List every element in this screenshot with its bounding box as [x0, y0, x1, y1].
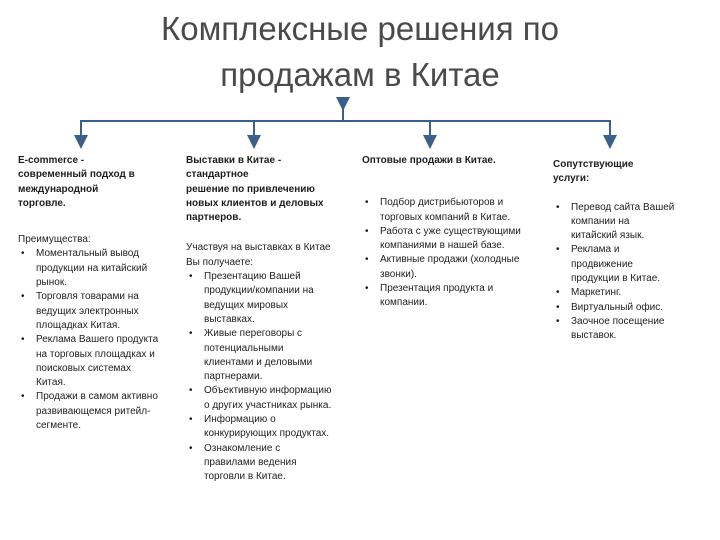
- list-item: • Презентация продукта и компании.: [362, 282, 527, 311]
- list-item: • Активные продажи (холодные звонки).: [362, 253, 527, 282]
- column-exhibitions: [186, 154, 334, 485]
- list-item: • Живые переговоры с потенциальными клиентами и деловыми партнерами.: [186, 327, 334, 384]
- list-item: • Объективную информацию о других участниках рынка.: [186, 384, 334, 413]
- column-subheading: Преимущества:: [18, 234, 91, 246]
- list-item: • Перевод сайта Вашей компании на китайский язык.: [553, 201, 678, 244]
- heading-line: Сопутствующие: [553, 159, 634, 170]
- list-item: • Реклама Вашего продукта на торговых площадках и поисковых системах Китая.: [18, 333, 160, 390]
- title-line-2: продажам в Китае: [220, 56, 500, 93]
- column-ecommerce: [18, 154, 160, 433]
- heading-line: новых клиентов и деловых: [186, 197, 324, 209]
- benefit-list: [18, 247, 160, 433]
- column-heading: [553, 154, 678, 187]
- column-heading: [18, 154, 160, 211]
- list-item: • Моментальный вывод продукции на китайский рынок.: [18, 247, 160, 290]
- list-item: • Продажи в самом активно развивающемся ритейл- сегменте.: [18, 390, 160, 433]
- list-item: • Виртуальный офис.: [553, 301, 678, 315]
- list-item: • Маркетинг.: [553, 286, 678, 300]
- heading-line: решение по привлечению: [186, 183, 315, 195]
- list-item: • Заочное посещение выставок.: [553, 315, 678, 344]
- column-related-services: [553, 154, 678, 344]
- list-item: • Презентацию Вашей продукции/компании на ведущих мировых выставках.: [186, 270, 334, 327]
- service-list: [362, 196, 527, 310]
- heading-line: Выставки в Китае -: [186, 155, 282, 166]
- column-wholesale: [362, 154, 527, 311]
- list-item: • Ознакомление с правилами ведения торговли в Китае.: [186, 442, 334, 485]
- heading-line: торговле.: [18, 197, 66, 209]
- list-item: • Информацию о конкурирующих продуктах.: [186, 413, 334, 442]
- column-heading: [362, 154, 527, 168]
- heading-line: международной: [18, 183, 99, 195]
- heading-line: E-commerce -: [18, 155, 85, 166]
- list-item: • Торговля товарами на ведущих электронных площадках Китая.: [18, 290, 160, 333]
- heading-line: услуги:: [553, 173, 590, 185]
- heading-line: стандартное: [186, 169, 249, 181]
- connector-diagram: [0, 0, 720, 160]
- title-line-1: Комплексные решения по: [161, 10, 559, 47]
- heading-line: партнеров.: [186, 212, 242, 224]
- list-item: • Подбор дистрибьюторов и торговых компаний в Китае.: [362, 196, 527, 225]
- column-heading: [186, 154, 334, 225]
- benefit-list: [186, 270, 334, 484]
- list-item: • Работа с уже существующими компаниями в нашей базе.: [362, 225, 527, 254]
- heading-line: современный подход в: [18, 169, 135, 181]
- heading-line: Оптовые продажи в Китае.: [362, 155, 496, 166]
- column-subheading: Участвуя на выставках в Китае Вы получаете:: [186, 242, 331, 268]
- list-item: • Реклама и продвижение продукции в Китае.: [553, 243, 678, 286]
- service-list: [553, 201, 678, 344]
